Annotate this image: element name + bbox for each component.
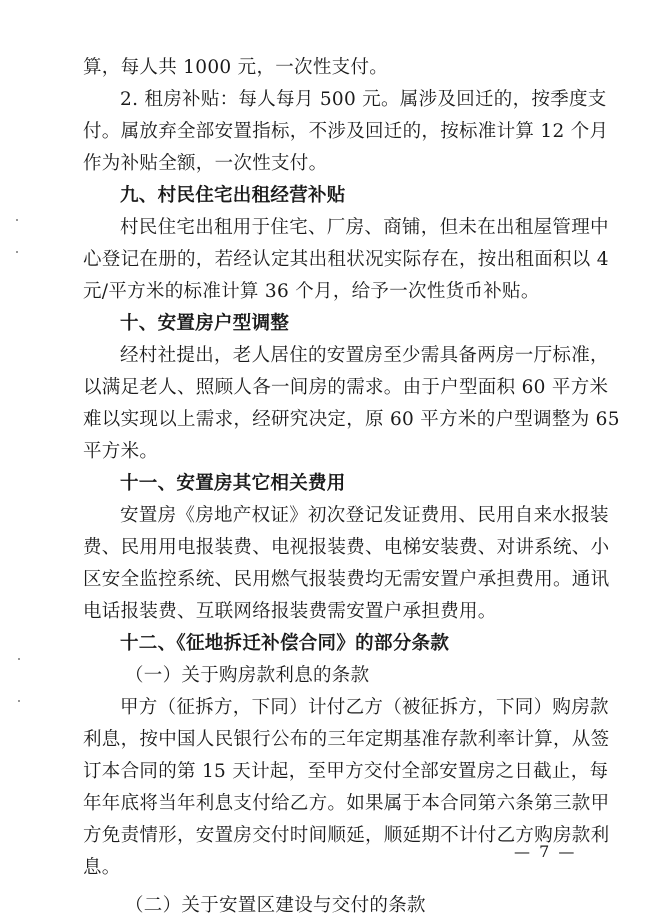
- document-body: [83, 52, 620, 922]
- subsection-heading: （一）关于购房款利息的条款: [125, 665, 370, 686]
- text-line: 难以实现以上需求，经研究决定，原 60 平方米的户型调整为 65: [83, 409, 620, 430]
- text-line: 年年底将当年利息支付给乙方。如果属于本合同第六条第三款甲: [83, 793, 610, 814]
- section-heading: 九、村民住宅出租经营补贴: [120, 185, 346, 206]
- text-line: 心登记在册的，若经认定其出租状况实际存在，按出租面积以 4: [83, 249, 609, 270]
- text-line: 利息，按中国人民银行公布的三年定期基准存款利率计算，从签: [83, 729, 610, 750]
- text-line: 息。: [83, 857, 121, 878]
- text-line: 区安全监控系统、民用燃气报装费均无需安置户承担费用。通讯: [83, 569, 610, 590]
- text-line: 以满足老人、照顾人各一间房的需求。由于户型面积 60 平方米: [83, 377, 609, 398]
- section-heading: 十一、安置房其它相关费用: [120, 473, 346, 494]
- binding-mark: [18, 700, 20, 702]
- text-line: 电话报装费、互联网络报装费需安置户承担费用。: [83, 601, 497, 622]
- text-line: 村民住宅出租用于住宅、厂房、商铺，但未在出租屋管理中: [120, 217, 609, 238]
- binding-mark: [16, 219, 18, 221]
- text-line: 方免责情形，安置房交付时间顺延，顺延期不计付乙方购房款利: [83, 825, 610, 846]
- text-line: 2. 租房补贴：每人每月 500 元。属涉及回迁的，按季度支: [120, 89, 607, 110]
- binding-mark: [16, 251, 18, 253]
- section-heading: 十、安置房户型调整: [120, 313, 290, 334]
- text-line: 订本合同的第 15 天计起，至甲方交付全部安置房之日截止，每: [83, 761, 609, 782]
- text-line: 元/平方米的标准计算 36 个月，给予一次性货币补贴。: [83, 281, 540, 302]
- text-line: 算，每人共 1000 元，一次性支付。: [83, 57, 389, 78]
- text-line: 平方米。: [83, 441, 159, 462]
- text-line: 经村社提出，老人居住的安置房至少需具备两房一厅标准，: [120, 345, 609, 366]
- page-number: — 7 —: [514, 842, 577, 861]
- binding-mark: [18, 658, 20, 660]
- text-line: 甲方（征拆方，下同）计付乙方（被征拆方，下同）购房款: [120, 697, 609, 718]
- text-line: 安置房《房地产权证》初次登记发证费用、民用自来水报装: [120, 505, 609, 526]
- text-line: 付。属放弃全部安置指标，不涉及回迁的，按标准计算 12 个月: [83, 121, 609, 142]
- text-line: 费、民用用电报装费、电视报装费、电梯安装费、对讲系统、小: [83, 537, 610, 558]
- subsection-heading: （二）关于安置区建设与交付的条款: [125, 895, 426, 916]
- section-heading: 十二、《征地拆迁补偿合同》的部分条款: [120, 633, 450, 654]
- text-line: 作为补贴全额，一次性支付。: [83, 153, 328, 174]
